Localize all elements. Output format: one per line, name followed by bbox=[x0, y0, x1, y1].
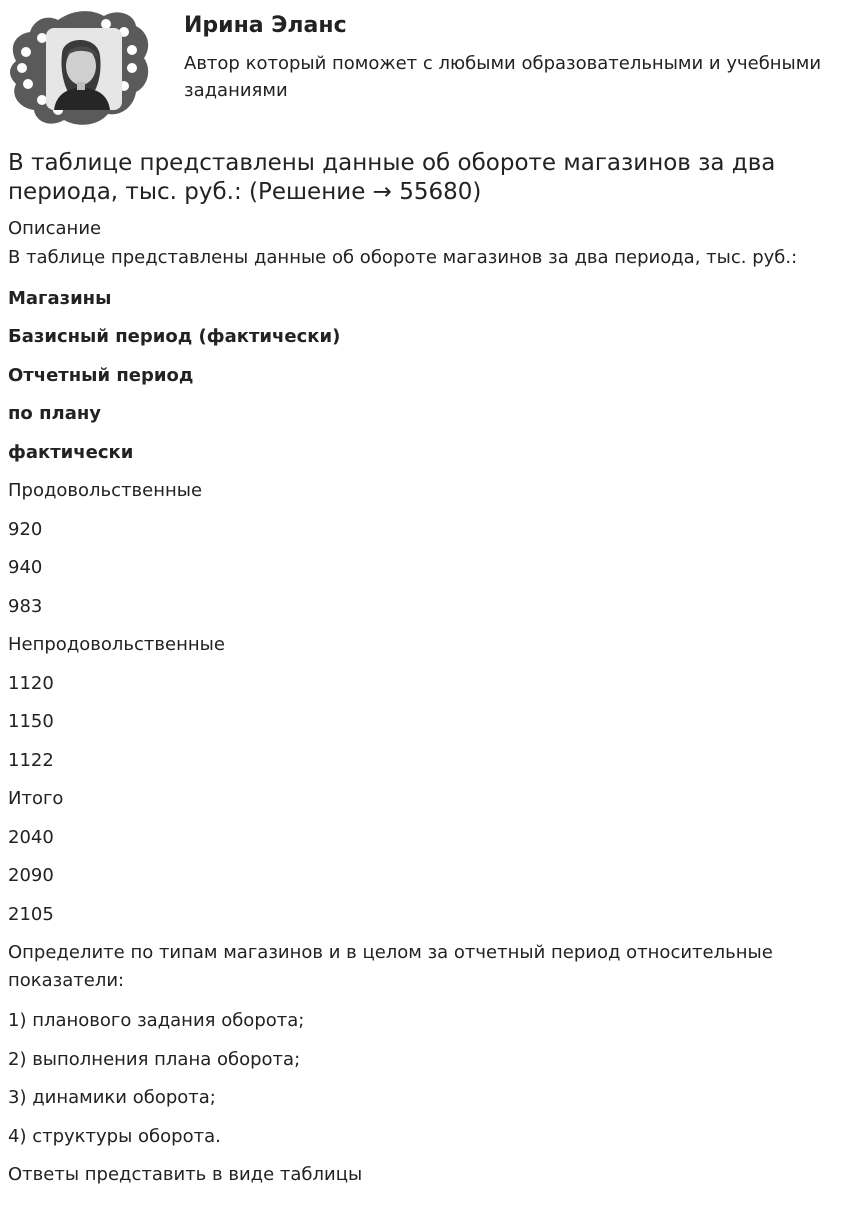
author-description: Автор который поможет с любыми образовательными и учебными заданиями bbox=[184, 53, 822, 101]
description-section bbox=[8, 217, 838, 1187]
table-cell: фактически bbox=[8, 441, 134, 463]
table-cell: 2105 bbox=[8, 903, 54, 925]
table-cell: Продовольственные bbox=[8, 480, 203, 501]
table-cell: по плану bbox=[8, 403, 102, 424]
table-cell: 1150 bbox=[8, 711, 54, 732]
table-cell: Магазины bbox=[8, 287, 112, 309]
author-avatar[interactable] bbox=[6, 6, 152, 128]
author-name[interactable]: Ирина Эланс bbox=[184, 13, 347, 38]
table-cell: Непродовольственные bbox=[8, 634, 225, 655]
task-item: 3) динамики оборота; bbox=[8, 1087, 216, 1108]
table-cell: 2090 bbox=[8, 865, 54, 886]
description-intro: В таблице представлены данные об обороте магазинов за два периода, тыс. руб.: bbox=[8, 247, 798, 268]
task-text: Определите по типам магазинов и в целом за отчетный период относительные показатели: bbox=[8, 941, 773, 991]
task-item: 1) планового задания оборота; bbox=[8, 1010, 305, 1031]
task-item: 4) структуры оборота. bbox=[8, 1125, 221, 1147]
table-cell: 983 bbox=[8, 595, 43, 617]
author-header bbox=[0, 0, 847, 135]
table-cell: 920 bbox=[8, 518, 43, 540]
table-cell: Отчетный период bbox=[8, 364, 194, 386]
description-label: Описание bbox=[8, 218, 102, 239]
table-cell: 1122 bbox=[8, 749, 54, 771]
table-cell: 940 bbox=[8, 557, 43, 578]
table-cell: 1120 bbox=[8, 672, 54, 694]
table-cell: Итого bbox=[8, 788, 64, 809]
table-cell: Базисный период (фактически) bbox=[8, 326, 341, 347]
task-list bbox=[8, 1009, 838, 1187]
table-cell: 2040 bbox=[8, 826, 54, 848]
answer-note: Ответы представить в виде таблицы bbox=[8, 1164, 363, 1185]
page-title: В таблице представлены данные об обороте магазинов за два периода, тыс. руб.: (Решение → 55680) bbox=[8, 150, 776, 205]
task-item: 2) выполнения плана оборота; bbox=[8, 1048, 301, 1070]
table-cells bbox=[8, 287, 838, 927]
